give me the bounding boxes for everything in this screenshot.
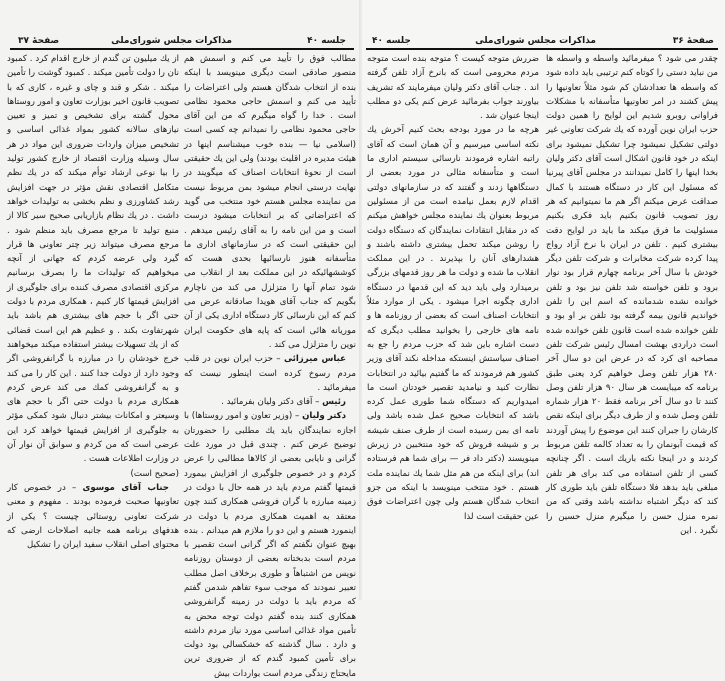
- paragraph: دکتر ولیان – (وزیر تعاون و امور روستاها) با اجازه نمایندگان باید یك مطلبی را حضورتان توضیح عرض کنم . چندی قبل در مورد علت گرانی و نایابی بعضی از کالاها مطالبی را عرض کردم و در خصوص جلوگیری از افزایش بیمورد قیمتها گفتم مردم باید در همه حال با دولت در زمینه مبارزه با گران فروشی همکاری کنند چون معتقد به اهمیت همکاری مردم با دولت در اینمورد هستم و این دو را ملازم هم میدانم . بنده بهیچ عنوان نگفتم که اگر گرانی است تقصیر با مردم است بدبختانه بعضی از دوستان روزنامه نویس من اشتباهاً و طوری برخلاف اصل مطلب تعبیر نمودند که موجب سوء تفاهم شدمن گفتم که مردم باید با دولت در زمینه گرانفروشی همکاری کنند بنده گفتم دولت توجه محض به تأمین مواد غذائی اساسی مورد نیاز مردم داشته و دارد . سال گذشته که خشکسالی بود دولت برای تأمین کمبود گندم که از ضروری ترین مایحتاج زندگی مردم است بواردات بیش: [184, 411, 356, 679]
- paragraph-text: چقدر می شود ؟ میفرمائید واسطه و واسطه ها من نباید دستی را کوتاه کنم ترتیبی باید داده شود که واسطه ها تعدادشان کم شود مثلاً تعاونیها را پیش کشند در امر تعاونیها متأسفانه با مشکلات فراوانی روبرو شدیم این لوایح را همین دولت حزب ایران نوین آورده که یك شرکت تعاونی غیر دولتی تشکیل نمیشود چرا تشکیل نمیشود برای اینکه در خود قانون اشکال است آقای دکتر ولیان بخدا اینها را کامل نمیدانند در مجلس آقای پیرنیا که مسئول این کار در دستگاه هستند با کمال صداقت عرض میکنم اگر هم ما نمیتوانیم که هر روز تصویب قانون بکنیم باید فکری بکنیم مسئولیت ما فرق میکند ما باید در لوایح دقت بیشتری کنیم . تلفن در ایران با نرخ آزاد رواج پیدا کرده شرکت مخابرات و شرکت تلفن دیگر خودش با سال آخر برنامه چهارم قرار بود نوار برود و تلفن خواسته شد تلفن نیز بود و تلفن خوانده نشده شدمانده که اسم این را تلفن خواندیم قانون بیمه گرفته بود تلفن بر او بود و تلفن خوانده شده است قانون تلفن خوانده شده است دراردی بهشت امسال رئیس شرکت تلفن مصاحبه ای کرد که در عرض این دو سال آخر ۲۸۰ هزار تلفن وصل خواهیم کرد یعنی طبق برنامه که میبایست هر سال ۹۰ هزار تلفن وصل کنند تا دو سال آخر برنامه فقط ۲۰ هزار شماره تلفن وصل شده و از طرف دیگر برای اینکه نقص کارشان را جبران کنند این موضوع را پیش آوردند که قیمت آبونمان را به تعداد کالمه تلفن مربوط کردند و در اینجا نکته باریك است . اگر چنانچه کسی از تلفن استفاده می کند برای هر تلفن مبلغی باید بدهد فلا دستگاه تلفن باید طوری کار کند که دیگر اشتباه نداشته باشد وقتی که من نمره منزل حسن را میگیرم منزل حسین را نگیرد . این: [545, 54, 718, 536]
- paragraph: عباس میرزائی – حزب ایران نوین در قلب مردم رسوخ کرده است اینطور نیست که میفرمائید .: [184, 354, 356, 393]
- session-number: جلسه ۴۰: [307, 36, 346, 46]
- running-title: مذاکرات مجلس شورای‌ملی: [111, 36, 232, 46]
- page-number: صفحهٔ ۳۷: [18, 36, 60, 46]
- header-rule: [10, 48, 354, 50]
- paragraph: رئیس – آقای دکتر ولیان بفرمائید .: [221, 397, 346, 408]
- paragraph-text: (صحیح است): [130, 468, 179, 479]
- paragraph: جناب آقای موسوی – در خصوص کار تعاونیها صحبت فرموده بودند . مفهوم و معنی شرکت تعاونی روستائی چیست ؟ یکی از هدفهای برنامه همه جانبه اصلاحات ارضی که محتوای اصلی انقلاب سفید ایران را تشکیل: [7, 482, 179, 551]
- text-column-outer: [546, 52, 718, 538]
- speaker-name: عباس میرزائی: [283, 354, 347, 365]
- paragraph: [7, 52, 179, 467]
- speaker-name: دکتر ولیان: [302, 411, 346, 422]
- paragraph-text: هرچه ما در مورد بودجه بحث کنیم آخرش یك نکته اساسی میرسیم و آن همان است که آقای راتبه اشاره فرمودند نارسائی سیستم اداری ما است و متأسفانه مثالی در مورد بعضی از دستگاهها زدند و گفتند که در سازمانهای دولتی اقدام لازم بعمل نیامده است من از مسئولین مربوط بعنوان یك نماینده مجلس خواهش میکنم که در مقابل انتقادات نمایندگان که دستگاه دولت را روشن میکند تحمل بیشتری داشته باشند و هشدارهای آنان را بپذیرند . در این مملکت انقلاب ما شده و دولت ما هر روز قدمهای بزرگی برمیدارد ولی باید دید که این قدمها در دستگاه اداری چگونه اجرا میشود . یکی از موارد مثلاً انتخابات اصناف است که بعضی از روزنامه ها و نامه های خارجی را بخوانید مطلب دیگری که دست اشاره باین شد که حزب مردم را جع به اصناف سیاستش اینستکه مداخله نکند آقای وزیر کشور هم فرمودند که ما گفتیم بیائید در انتخابات نظارت کنید و نیامدید تقصیر خودتان است ما امیدواریم که دستگاه شما طوری عمل کرده باشد که انتخابات صحیح عمل شده باشد ولی نامه ای بمن رسیده است از طرف صنف شیشه بر و شیشه فروش که خود منتخبین در زیرش مینویسند (دکتر داد فر — برای شما هم فرستاده اند) برای اینکه من هم مثل شما یك نماینده ملت هستم . خود منتخب مینویسد با اینکه من جزو انتخاب شدگان هستم ولی چون اعتراضات فوق عین حقیقت است لذا: [367, 125, 539, 522]
- text-column-outer: [7, 52, 179, 552]
- page-header: [14, 36, 350, 48]
- speaker-name: رئیس: [322, 397, 346, 408]
- page-header: [368, 36, 718, 48]
- paragraph-text: ضررش متوجه کیست ؟ متوجه بنده است متوجه مردم محرومی است که بانرخ آزاد تلفن گرفته اند . جناب آقای دکتر ولیان میفرمایند که تشریف بیاورند جواب بفرمائید عرض کنم یکی دو مطلب اینجا عنوان شد .: [367, 54, 539, 122]
- left-page: [0, 0, 362, 679]
- paragraph-text: مطالب فوق را تأیید می کنم و اسمش هم منصور صادقی است دیگری مینویسد با اینکه بنده از انتخاب شدگان هستم ولی اعتراضات را تأیید می کنم و اسمش حاجی محمود نظامی است . خدا را گواه میگیرم که من این آقای حاجی محمود نظامی را نمیدانم چه کسی است (اسلامی نیا — بنده خوب میشناسم اینها در هیئت مدیره در اقلیت بودند) ولی این یك حقیقتی است از نحوهٔ انتخابات اصناف که میگویند در نهایت درستی انجام میشود بمن مربوط نیست من نماینده مجلس هستم خود منتخب می گوید که اعتراضاتی که بر انتخابات میشود درست است و من این نامه را به آقای رئیس میدهم . این حقیقتی است که در سازمانهای اداری ما متأسفانه هنوز نارسائیها بحدی هست که کوششهائیکه در این مملکت بعد از انقلاب می شود تمام آنها را متزلزل می کند من ناچارم بگویم که جناب آقای هویدا صادقانه عرض می کنم که این نارسائی کار دستگاه اداری یکی از آن موریانه هائی است که پایه های حکومت ایران نوین را متزلزل می کند .: [184, 54, 356, 350]
- session-number: جلسه ۴۰: [372, 36, 411, 46]
- header-rule: [366, 48, 718, 50]
- speaker-name: جناب آقای موسوی: [82, 482, 169, 493]
- paragraph-text: آقای دکتر ولیان بفرمائید .: [221, 397, 313, 408]
- text-column-inner: [184, 52, 356, 681]
- paragraph-text: از یك میلیون تن گندم از خارج اقدام کرد . کمبود نان را دولت تأمین میکند . کمبود گوشت را تأمین میکند . شکر و قند و چای و غیره ، کاری که با تصویب قانون اخیر بوزارت تعاون و امور روستاها محول گشته برای تشخیص و تمیز و تعیین نیازهای سالانه کشور بمواد غذائی اساسی و تشخیص میزان واردات ضروری این مواد در هر سال وسیله وزارت اقتصاد از خارج کشور تولید را بیا نوعی ارشاد توأم میکند که در یك نظم متکامل اقتصادی نقش مؤثر در جهت افزایش رشد کشاورزی و نظم بخشی به تولیدات خواهد داشت . در یك نظام بازاریابی صحیح سیر کالا از منبع تولید تا مرجع مصرف باید منظم شود . مرجع مصرف میتواند زیر چتر تعاونی ها قرار گیرد ولی عرضه کردم که جهانی از آنچه میخواهیم که تولیدات ما را بصرف برسانیم مرکزی اقتصادی مصرف کننده برای جلوگیری از افزایش قیمتها کار کنیم ، همکاری مردم با دولت حتی اگر با حجم های بیشتری هم باشد باید شهرتفاوت بکند . و عظیم هم این است قضائی که از یك تسهیلات بیشتر استفاده میکند میخواهند خرج خودشان را در مبارزه با گرانفروشی اگر وجود دارد از دولت جدا کنند . این کار را می کند و به گرانفروشی کمك می کند عرض کردم همکاری مردم با دولت حتی اگر با حجم های وسیعتر و امکانات بیشتر دنبال شود کمکی مؤثر به جلوگیری از افزایش قیمتها خواهد کرد این عرضی است که من کردم و سوابق آن نوار آن در وزارت اطلاعات هست .: [7, 54, 179, 465]
- running-title: مذاکرات مجلس شورای‌ملی: [475, 36, 596, 46]
- paragraph: [546, 52, 718, 538]
- paragraph: [184, 52, 356, 352]
- paragraph: [367, 52, 539, 123]
- page-number: صفحهٔ ۳۶: [672, 36, 714, 46]
- paragraph-text: حزب ایران نوین در قلب مردم رسوخ کرده است اینطور نیست که میفرمائید .: [184, 354, 356, 393]
- right-page: [362, 0, 725, 600]
- paragraph: [7, 467, 179, 481]
- text-column-inner: [367, 52, 539, 524]
- paragraph-text: در خصوص کار تعاونیها صحبت فرموده بودند . مفهوم و معنی شرکت تعاونی روستائی چیست ؟ یکی از هدفهای برنامه همه جانبه اصلاحات ارضی که محتوای اصلی انقلاب سفید ایران را تشکیل: [7, 482, 179, 551]
- paragraph-text: (وزیر تعاون و امور روستاها) با اجازه نمایندگان باید یك مطلبی را حضورتان توضیح عرض کنم . چندی قبل در مورد علت گرانی و نایابی بعضی از کالاها مطالبی را عرض کردم و در خصوص جلوگیری از افزایش بیمورد قیمتها گفتم مردم باید در همه حال با دولت در زمینه مبارزه با گران فروشی همکاری کنند چون معتقد به اهمیت همکاری مردم با دولت در اینمورد هستم و این دو را ملازم هم میدانم . بنده بهیچ عنوان نگفتم که اگر گرانی است تقصیر با مردم است بدبختانه بعضی از دوستان روزنامه نویس من اشتباهاً و طوری برخلاف اصل مطلب تعبیر نمودند که موجب سوء تفاهم شدمن گفتم که مردم باید با دولت در زمینه گرانفروشی همکاری کنند بنده گفتم دولت توجه محض به تأمین مواد غذائی اساسی مورد نیاز مردم داشته و دارد . سال گذشته که خشکسالی بود دولت برای تأمین کمبود گندم که از ضروری ترین مایحتاج زندگی مردم است بواردات بیش: [184, 411, 356, 679]
- paragraph: [367, 123, 539, 523]
